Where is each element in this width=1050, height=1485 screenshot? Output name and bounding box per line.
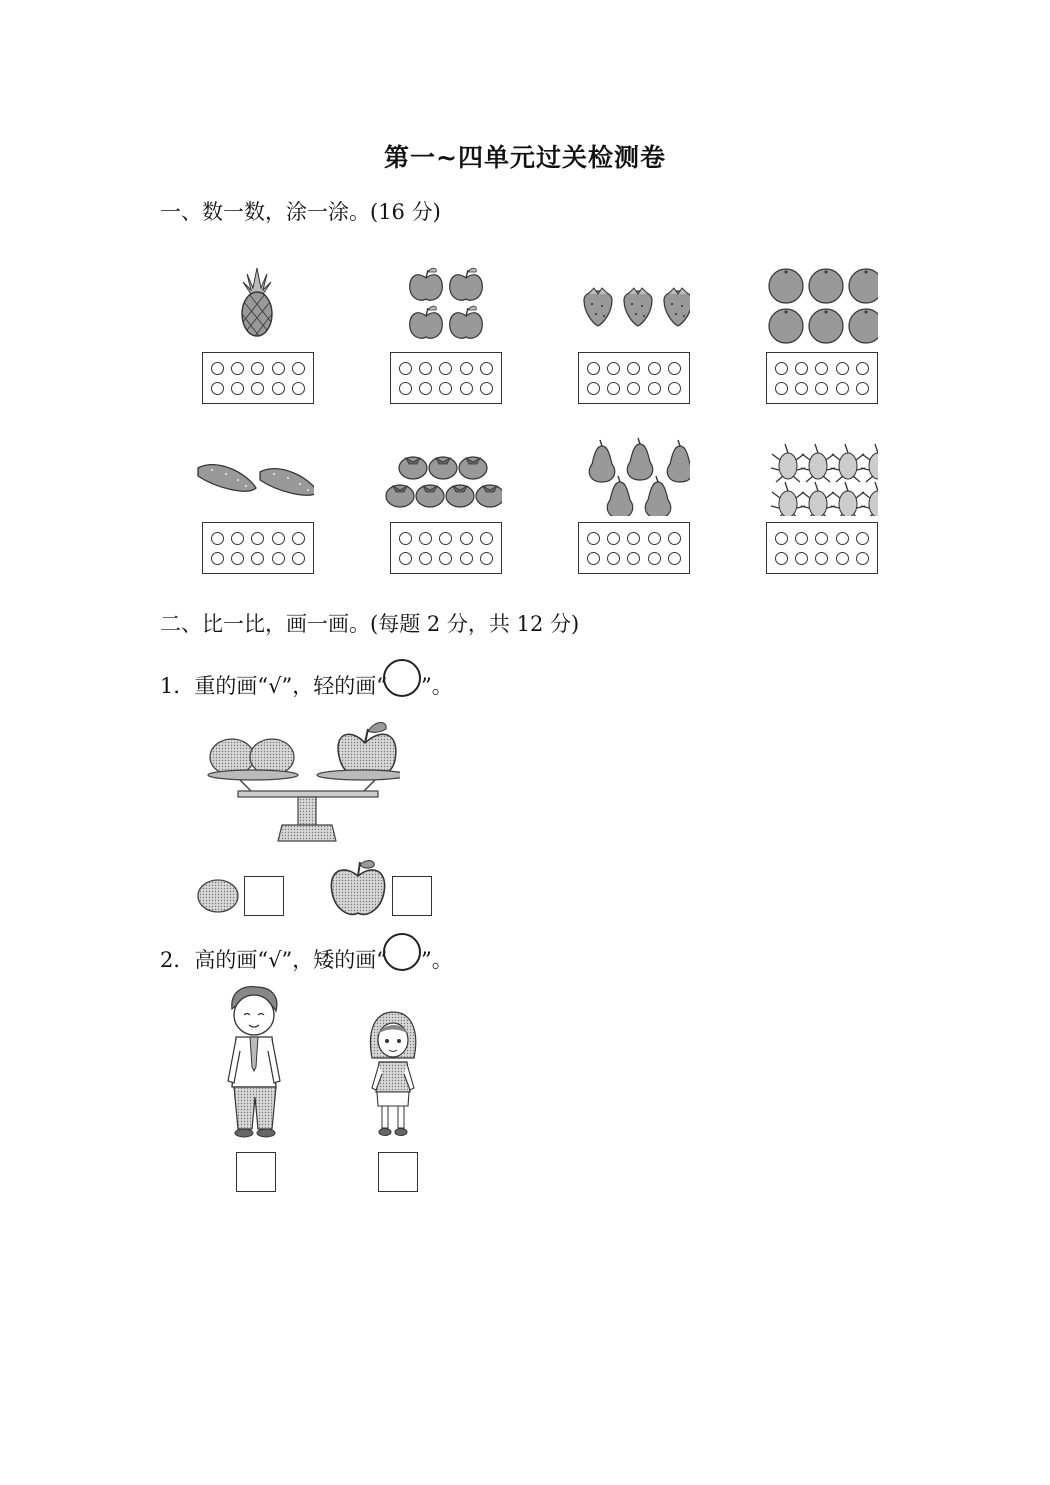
- counting-item: [540, 426, 690, 596]
- ten-frame-circle[interactable]: [292, 532, 305, 545]
- ten-frame-circle[interactable]: [836, 552, 849, 565]
- ten-frame-circle[interactable]: [607, 362, 620, 375]
- orange-icon: [769, 269, 803, 303]
- ten-frame-circle[interactable]: [836, 382, 849, 395]
- ten-frame-circle[interactable]: [627, 362, 640, 375]
- ten-frame-circle[interactable]: [668, 532, 681, 545]
- ten-frame-circle[interactable]: [775, 532, 788, 545]
- ten-frame-circle[interactable]: [648, 382, 661, 395]
- ten-frame: [390, 522, 502, 574]
- ten-frame-circle[interactable]: [587, 382, 600, 395]
- ten-frame-circle[interactable]: [480, 362, 493, 375]
- ten-frame-circle[interactable]: [399, 362, 412, 375]
- pear-icon: [607, 476, 633, 516]
- ten-frame-circle[interactable]: [419, 382, 432, 395]
- dragon-fruit-icon: [831, 444, 865, 482]
- balance-scale-image: [200, 705, 400, 845]
- ten-frame-circle[interactable]: [211, 532, 224, 545]
- ten-frame-circle[interactable]: [460, 362, 473, 375]
- ten-frame-circle[interactable]: [480, 382, 493, 395]
- fruit-group: [164, 426, 314, 516]
- answer-box-apple[interactable]: [392, 876, 432, 916]
- ten-frame-circle[interactable]: [251, 532, 264, 545]
- ten-frame-circle[interactable]: [648, 362, 661, 375]
- ten-frame-circle[interactable]: [251, 552, 264, 565]
- ten-frame: [390, 352, 502, 404]
- ten-frame-circle[interactable]: [460, 532, 473, 545]
- ten-frame-circle[interactable]: [856, 532, 869, 545]
- persimmon-icon: [386, 485, 414, 507]
- pear-icon: [667, 440, 690, 482]
- ten-frame: [766, 522, 878, 574]
- persimmon-icon: [416, 485, 444, 507]
- answer-box-boy[interactable]: [236, 1152, 276, 1192]
- ten-frame-circle[interactable]: [272, 362, 285, 375]
- ten-frame-circle[interactable]: [587, 362, 600, 375]
- circle-symbol-icon: [383, 933, 421, 971]
- question-1-text: 1．重的画“√”，轻的画“: [160, 674, 387, 698]
- answer-box-girl[interactable]: [378, 1152, 418, 1192]
- ten-frame-circle[interactable]: [292, 382, 305, 395]
- ten-frame-circle[interactable]: [856, 552, 869, 565]
- ten-frame-circle[interactable]: [795, 362, 808, 375]
- persimmon-icon: [446, 485, 474, 507]
- ten-frame-circle[interactable]: [795, 552, 808, 565]
- question-2-end: ”。: [420, 948, 453, 972]
- ten-frame-circle[interactable]: [439, 362, 452, 375]
- fruit-group: [728, 426, 878, 516]
- ten-frame-circle[interactable]: [251, 382, 264, 395]
- ten-frame-circle[interactable]: [815, 362, 828, 375]
- question-2-text: 2．高的画“√”，矮的画“: [160, 948, 387, 972]
- dragon-fruit-icon: [801, 444, 835, 482]
- strawberry-icon: [584, 288, 612, 326]
- counting-item: [352, 256, 502, 426]
- persimmon-icon: [476, 485, 502, 507]
- ten-frame-circle[interactable]: [439, 552, 452, 565]
- tall-boy-image: [222, 985, 288, 1143]
- persimmon-icon: [429, 457, 457, 479]
- ten-frame: [202, 352, 314, 404]
- dragon-fruit-icon: [771, 482, 805, 516]
- orange-icon: [849, 309, 878, 343]
- dragon-fruit-icon: [831, 482, 865, 516]
- ten-frame-circle[interactable]: [211, 382, 224, 395]
- apple-icon: [410, 306, 443, 338]
- ten-frame-circle[interactable]: [795, 532, 808, 545]
- dragon-fruit-icon: [861, 444, 878, 482]
- ten-frame-circle[interactable]: [419, 362, 432, 375]
- ten-frame-circle[interactable]: [627, 552, 640, 565]
- counting-item: [352, 426, 502, 596]
- ten-frame-circle[interactable]: [607, 532, 620, 545]
- ten-frame-circle[interactable]: [627, 382, 640, 395]
- ten-frame-circle[interactable]: [668, 552, 681, 565]
- ten-frame-circle[interactable]: [231, 362, 244, 375]
- persimmon-icon: [399, 457, 427, 479]
- ten-frame-circle[interactable]: [587, 552, 600, 565]
- dragon-fruit-icon: [861, 482, 878, 516]
- ten-frame-circle[interactable]: [775, 362, 788, 375]
- ten-frame-circle[interactable]: [419, 552, 432, 565]
- page-title: 第一~四单元过关检测卷: [384, 143, 666, 172]
- ten-frame-circle[interactable]: [836, 362, 849, 375]
- ten-frame-circle[interactable]: [587, 532, 600, 545]
- ten-frame-circle[interactable]: [211, 362, 224, 375]
- ten-frame-circle[interactable]: [231, 532, 244, 545]
- ten-frame-circle[interactable]: [648, 552, 661, 565]
- ten-frame-circle[interactable]: [292, 362, 305, 375]
- dragon-fruit-icon: [801, 482, 835, 516]
- ten-frame-circle[interactable]: [648, 532, 661, 545]
- ten-frame-circle[interactable]: [795, 382, 808, 395]
- orange-icon: [809, 269, 843, 303]
- scale-beam: [238, 791, 378, 797]
- question-1: [160, 670, 453, 700]
- ten-frame-circle[interactable]: [815, 532, 828, 545]
- fruit-group: [540, 426, 690, 516]
- ten-frame-circle[interactable]: [399, 552, 412, 565]
- ten-frame-circle[interactable]: [607, 382, 620, 395]
- strawberry-icon: [664, 288, 690, 326]
- strawberry-icon: [624, 288, 652, 326]
- apple-icon: [326, 858, 390, 920]
- ten-frame-circle[interactable]: [668, 362, 681, 375]
- ten-frame-circle[interactable]: [439, 532, 452, 545]
- scale-base: [278, 825, 336, 841]
- ten-frame: [578, 352, 690, 404]
- ten-frame-circle[interactable]: [399, 382, 412, 395]
- ten-frame-circle[interactable]: [211, 552, 224, 565]
- counting-item: [164, 426, 314, 596]
- ten-frame-circle[interactable]: [815, 382, 828, 395]
- orange-icon: [769, 309, 803, 343]
- cucumber-icon: [260, 469, 314, 496]
- cucumber-icon: [198, 465, 256, 492]
- fruit-group: [352, 256, 502, 346]
- ten-frame-circle[interactable]: [480, 552, 493, 565]
- ten-frame-circle[interactable]: [460, 382, 473, 395]
- orange-icon: [849, 269, 878, 303]
- ten-frame-circle[interactable]: [836, 532, 849, 545]
- apple-icon: [450, 268, 483, 300]
- apple-icon: [338, 723, 396, 776]
- ten-frame-circle[interactable]: [668, 382, 681, 395]
- pear-icon: [589, 440, 615, 482]
- answer-box-orange[interactable]: [244, 876, 284, 916]
- ten-frame-circle[interactable]: [856, 362, 869, 375]
- ten-frame-circle[interactable]: [272, 532, 285, 545]
- counting-item: [728, 426, 878, 596]
- ten-frame-circle[interactable]: [292, 552, 305, 565]
- ten-frame-circle[interactable]: [419, 532, 432, 545]
- ten-frame-circle[interactable]: [856, 382, 869, 395]
- fruit-group: [164, 256, 314, 346]
- ten-frame-circle[interactable]: [815, 552, 828, 565]
- ten-frame-circle[interactable]: [480, 532, 493, 545]
- apple-icon: [410, 268, 443, 300]
- ten-frame: [578, 522, 690, 574]
- counting-item: [540, 256, 690, 426]
- ten-frame-circle[interactable]: [251, 362, 264, 375]
- pear-icon: [645, 476, 671, 516]
- persimmon-icon: [459, 457, 487, 479]
- ten-frame-circle[interactable]: [460, 552, 473, 565]
- ten-frame-circle[interactable]: [607, 552, 620, 565]
- ten-frame-circle[interactable]: [439, 382, 452, 395]
- fruit-group: [352, 426, 502, 516]
- ten-frame: [202, 522, 314, 574]
- section1-heading: 一、数一数，涂一涂。(16 分): [160, 200, 441, 224]
- ten-frame-circle[interactable]: [775, 382, 788, 395]
- scale-pan-left: [208, 770, 298, 780]
- ten-frame-circle[interactable]: [231, 552, 244, 565]
- apple-icon: [450, 306, 483, 338]
- pineapple-icon: [242, 268, 272, 336]
- short-girl-image: [364, 1010, 422, 1140]
- ten-frame-circle[interactable]: [399, 532, 412, 545]
- dragon-fruit-icon: [771, 444, 805, 482]
- scale-pan-right: [317, 770, 400, 780]
- ten-frame-circle[interactable]: [775, 552, 788, 565]
- orange-icon: [809, 309, 843, 343]
- ten-frame-circle[interactable]: [627, 532, 640, 545]
- pear-icon: [627, 438, 653, 480]
- counting-item: [164, 256, 314, 426]
- ten-frame-circle[interactable]: [272, 382, 285, 395]
- fruit-group: [728, 256, 878, 346]
- fruit-group: [540, 256, 690, 346]
- ten-frame-circle[interactable]: [231, 382, 244, 395]
- circle-symbol-icon: [383, 659, 421, 697]
- section2-heading: 二、比一比，画一画。(每题 2 分，共 12 分): [160, 612, 580, 636]
- orange-icon: [196, 878, 240, 914]
- question-2: [160, 944, 453, 974]
- ten-frame-circle[interactable]: [272, 552, 285, 565]
- ten-frame: [766, 352, 878, 404]
- question-1-end: ”。: [420, 674, 453, 698]
- counting-item: [728, 256, 878, 426]
